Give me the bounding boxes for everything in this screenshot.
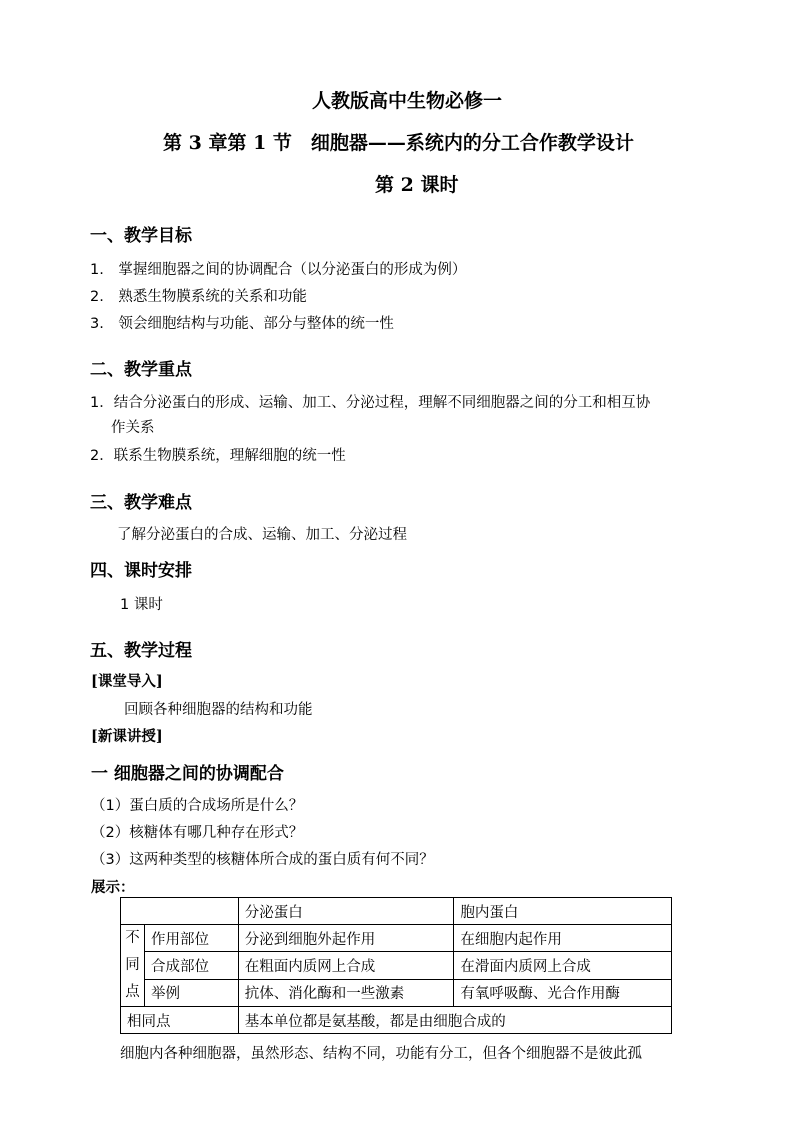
table-header-intracellular: 胞内蛋白 bbox=[454, 898, 672, 925]
closing-paragraph: 细胞内各种细胞器，虽然形态、结构不同，功能有分工，但各个细胞器不是彼此孤 bbox=[120, 1046, 642, 1062]
cell-secretory: 抗体、消化酶和一些激素 bbox=[238, 979, 454, 1006]
show-label: 展示： bbox=[91, 879, 135, 896]
similarity-label: 相同点 bbox=[121, 1007, 239, 1034]
difficulty-text: 了解分泌蛋白的合成、运输、加工、分泌过程 bbox=[117, 527, 407, 543]
row-label: 作用部位 bbox=[144, 925, 238, 952]
difference-char: 不 bbox=[125, 930, 140, 946]
section-heading-schedule: 四、课时安排 bbox=[90, 561, 192, 581]
keypoint-item: 1．结合分泌蛋白的形成、运输、加工、分泌过程，理解不同细胞器之间的分工和相互协 bbox=[90, 395, 651, 411]
table-row bbox=[121, 925, 672, 952]
keypoint-item-continued: 作关系 bbox=[111, 420, 155, 436]
objective-item: 2. 熟悉生物膜系统的关系和功能 bbox=[90, 289, 307, 305]
comparison-table bbox=[120, 897, 672, 1034]
similarity-text: 基本单位都是氨基酸，都是由细胞合成的 bbox=[238, 1007, 671, 1034]
table-header-row bbox=[121, 898, 672, 925]
cell-intracellular: 在滑面内质网上合成 bbox=[454, 952, 672, 979]
title-line-3: 第 2 课时 bbox=[375, 174, 459, 196]
intro-label: [课堂导入] bbox=[91, 673, 163, 690]
schedule-text: 1 课时 bbox=[120, 597, 163, 613]
table-row-similarity bbox=[121, 1007, 672, 1034]
intro-text: 回顾各种细胞器的结构和功能 bbox=[124, 702, 313, 718]
section-heading-objectives: 一、教学目标 bbox=[90, 226, 192, 246]
question-item: （3）这两种类型的核糖体所合成的蛋白质有何不同？ bbox=[91, 852, 434, 868]
table-row bbox=[121, 979, 672, 1006]
cell-secretory: 分泌到细胞外起作用 bbox=[238, 925, 454, 952]
part1-heading: 一 细胞器之间的协调配合 bbox=[91, 764, 284, 784]
row-label: 合成部位 bbox=[144, 952, 238, 979]
section-heading-keypoints: 二、教学重点 bbox=[90, 360, 192, 380]
cell-secretory: 在粗面内质网上合成 bbox=[238, 952, 454, 979]
cell-intracellular: 有氧呼吸酶、光合作用酶 bbox=[454, 979, 672, 1006]
row-label: 举例 bbox=[144, 979, 238, 1006]
question-item: （2）核糖体有哪几种存在形式？ bbox=[91, 825, 304, 841]
question-item: （1）蛋白质的合成场所是什么？ bbox=[91, 798, 304, 814]
difference-label-cell bbox=[121, 925, 145, 1007]
objective-item: 1. 掌握细胞器之间的协调配合（以分泌蛋白的形成为例） bbox=[90, 262, 467, 278]
title-line-2: 第 3 章第 1 节 细胞器——系统内的分工合作教学设计 bbox=[163, 132, 634, 154]
new-lesson-label: [新课讲授] bbox=[91, 728, 163, 745]
table-corner-cell bbox=[121, 898, 239, 925]
keypoint-item: 2．联系生物膜系统，理解细胞的统一性 bbox=[90, 448, 346, 464]
section-heading-process: 五、教学过程 bbox=[90, 641, 192, 661]
cell-intracellular: 在细胞内起作用 bbox=[454, 925, 672, 952]
difference-char: 同 bbox=[125, 957, 140, 973]
title-line-1: 人教版高中生物必修一 bbox=[312, 90, 503, 112]
difference-char: 点 bbox=[125, 984, 140, 1000]
section-heading-difficulties: 三、教学难点 bbox=[90, 493, 192, 513]
objective-item: 3. 领会细胞结构与功能、部分与整体的统一性 bbox=[90, 316, 394, 332]
table-row bbox=[121, 952, 672, 979]
table-header-secretory: 分泌蛋白 bbox=[238, 898, 454, 925]
